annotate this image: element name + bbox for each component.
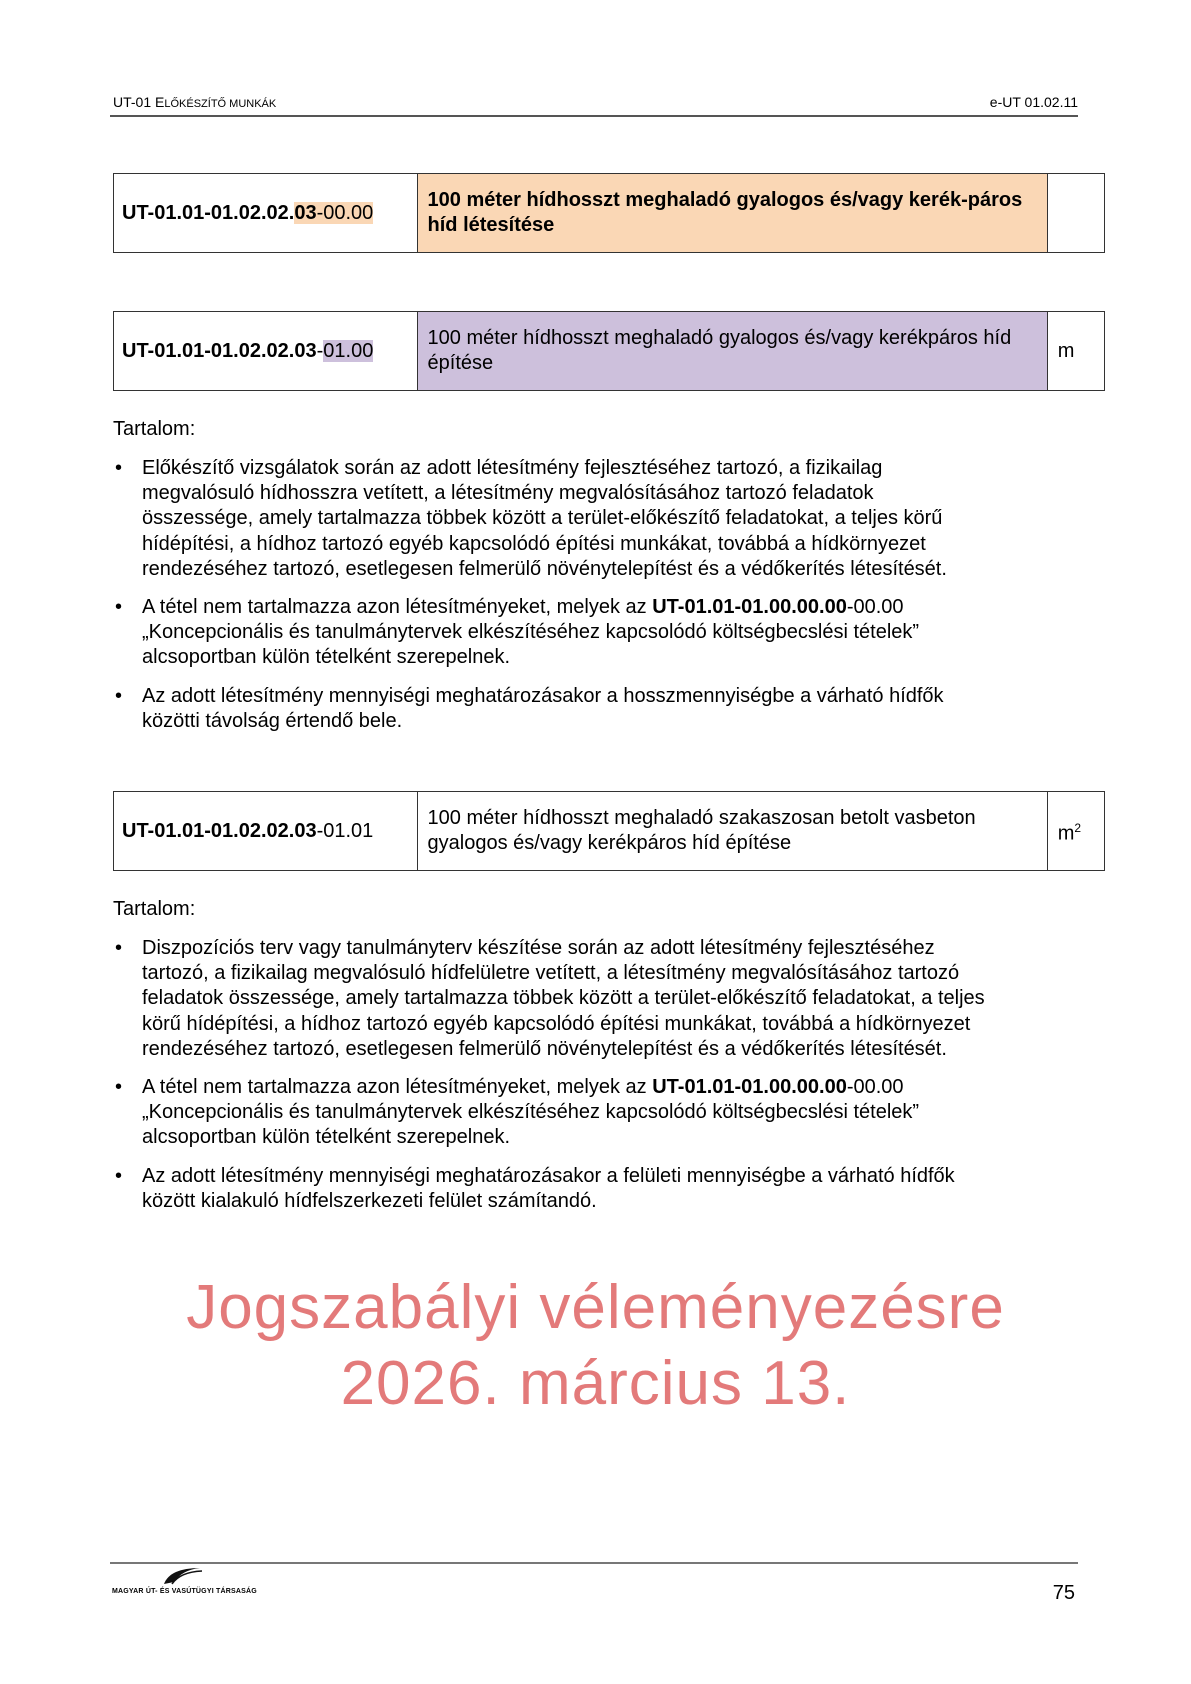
footer-divider (110, 1562, 1078, 1564)
item-unit (1047, 174, 1104, 253)
bullet-item: • Diszpozíciós terv vagy tanulmányterv készítése során az adott létesítmény fejlesztéséhez tartozó, a fizikailag megvalósuló hídfelületre vetített, a létesítmény megvalósításához tartozó feladatok összessége, amely tartalmazza többek között a terület-előkészítő feladatokat, a teljes körű hídépítési, a hídhoz tartozó egyéb kapcsolódó építési munkákat, továbbá a hídkörnyezet rendezéséhez tartozó, esetlegesen felmerülő növénytelepítést és a védőkerítés létesítését. (115, 937, 985, 1060)
item-code: UT-01.01-01.02.02.03-01.01 (114, 792, 418, 871)
item-table-element (113, 791, 1105, 871)
bullet-item: • A tétel nem tartalmazza azon létesítményeket, melyek az UT-01.01-01.00.00.00-00.00 „Koncepcionális és tanulmánytervek elkészítéséhez kapcsolódó költségbecslési tételek” alcsoportban külön tételként szerepelnek. (115, 1076, 920, 1149)
watermark: Jogszabályi véleményezésre 2026. március 13. (186, 1273, 1005, 1418)
bullet-item: • Az adott létesítmény mennyiségi meghatározásakor a felületi mennyiségbe a várható hídfők között kialakuló hídfelszerkezeti felület számítandó. (115, 1164, 955, 1212)
item-code: UT-01.01-01.02.02.03-01.00 (114, 312, 418, 391)
item-table-group (113, 173, 1105, 253)
document-id: e-UT 01.02.11 (989, 94, 1078, 110)
bullet-item: • Előkészítő vizsgálatok során az adott létesítmény fejlesztéséhez tartozó, a fizikailag megvalósuló hídhosszra vetített, a létesítmény megvalósításához tartozó feladatok összessége, amely tartalmazza többek között a terület-előkészítő feladatokat, a teljes körű hídépítési, a hídhoz tartozó egyéb kapcsolódó építési munkákat, továbbá a hídkörnyezet rendezéséhez tartozó, esetlegesen felmerülő növénytelepítést és a védőkerítés létesítését. (115, 457, 947, 580)
item-code: UT-01.01-01.02.02.03-00.00 (114, 174, 418, 253)
section-title: LŐKÉSZÍTŐ MUNKÁK (164, 98, 277, 110)
content-label: Tartalom: (113, 418, 196, 440)
bullet-item: • Az adott létesítmény mennyiségi meghatározásakor a hosszmennyiségbe a várható hídfők közötti távolság értendő bele. (115, 684, 944, 732)
section-initial: E (155, 94, 165, 110)
bullet-item: • A tétel nem tartalmazza azon létesítményeket, melyek az UT-01.01-01.00.00.00-00.00 „Koncepcionális és tanulmánytervek elkészítéséhez kapcsolódó költségbecslési tételek” alcsoportban külön tételként szerepelnek. (115, 596, 920, 669)
page-number: 75 (1052, 1582, 1075, 1604)
content-bullets-1 (113, 456, 1093, 747)
content-label: Tartalom: (113, 898, 196, 920)
item-description: 100 méter hídhosszt meghaladó gyalogos és/vagy kerék-páros híd létesítése (417, 174, 1047, 253)
running-header-section (113, 94, 276, 110)
society-logo (112, 1566, 262, 1606)
section-code: UT-01 (113, 94, 156, 110)
item-description: 100 méter hídhosszt meghaladó szakaszosan betolt vasbeton gyalogos és/vagy kerékpáros híd építése (417, 792, 1047, 871)
content-bullets-2 (113, 936, 1093, 1227)
swoosh-logo-icon (112, 1566, 262, 1586)
item-unit: $m^2$ (1047, 792, 1104, 871)
item-table-subgroup (113, 311, 1105, 391)
header-divider (110, 115, 1078, 117)
logo-text: MAGYAR ÚT- ÉS VASÚTÜGYI TÁRSASÁG (112, 1588, 257, 1595)
item-unit: m (1047, 312, 1104, 391)
item-description: 100 méter hídhosszt meghaladó gyalogos és/vagy kerékpáros híd építése (417, 312, 1047, 391)
